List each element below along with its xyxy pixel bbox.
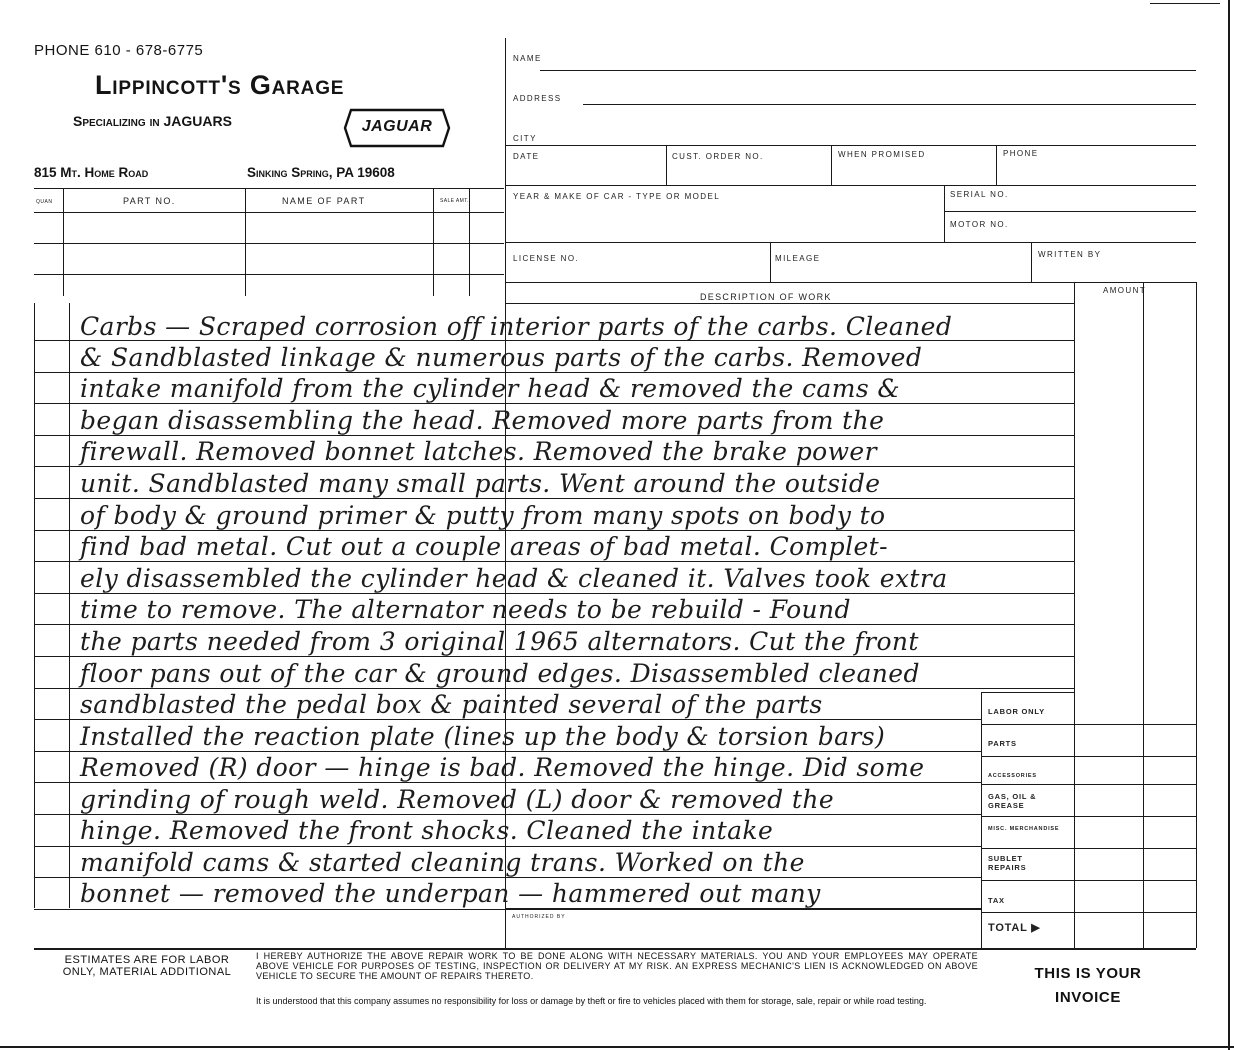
work-line: of body & ground primer & putty from many spots on body to [80, 501, 886, 530]
work-line: Removed (R) door — hinge is bad. Removed the hinge. Did some [80, 753, 925, 782]
work-line: Carbs — Scraped corrosion off interior parts of the carbs. Cleaned [80, 312, 953, 341]
when-promised-label: WHEN PROMISED [838, 150, 926, 159]
city-label: CITY [513, 134, 537, 143]
authorization-notice: I HEREBY AUTHORIZE THE ABOVE REPAIR WORK TO BE DONE ALONG WITH NECESSARY MATERIALS. YOU AND YOUR EMPLOYEES MAY OPERATE ABOVE VEHICLE FOR PURPOSES OF TESTING, INSPECTION OR DELIVERY AT MY RISK. AN EXPRESS MECHANIC'S LIEN IS ACKNOWLEDGED ON ABOVE VEHICLE TO SECURE THE AMOUNT OF REPAIRS THERETO. [256, 951, 978, 981]
top-edge-fragment [1150, 3, 1220, 4]
business-name: Lippincott's Garage [95, 70, 345, 100]
estimates-notice: ESTIMATES ARE FOR LABOR ONLY, MATERIAL ADDITIONAL [62, 954, 232, 978]
work-line: began disassembling the head. Removed more parts from the [80, 406, 885, 435]
misc-merchandise-label: MISC. MERCHANDISE [988, 826, 1060, 832]
address-label: ADDRESS [513, 94, 562, 103]
work-margin-line [69, 303, 70, 908]
address-city: Sinking Spring, PA 19608 [247, 165, 395, 180]
parts-label: PARTS [988, 739, 1017, 748]
work-line: the parts needed from 3 original 1965 alternators. Cut the front [80, 627, 919, 656]
phone-label: PHONE [1003, 149, 1039, 158]
col-quantity: QUAN [36, 199, 53, 205]
serial-number-label: SERIAL NO. [950, 190, 1009, 199]
phone-number: PHONE 610 - 678-6775 [34, 42, 204, 59]
address-street: 815 Mt. Home Road [34, 165, 149, 180]
col-part-name: NAME OF PART [282, 196, 366, 206]
name-label: NAME [513, 54, 542, 63]
col-sale-amount: SALE AMT. [440, 198, 469, 204]
work-left-border [34, 303, 35, 908]
accessories-label: ACCESSORIES [988, 773, 1037, 779]
work-line: hinge. Removed the front shocks. Cleaned the intake [80, 816, 774, 845]
year-make-label: YEAR & MAKE OF CAR - TYPE OR MODEL [513, 192, 721, 201]
work-line: intake manifold from the cylinder head & removed the cams & [80, 374, 901, 403]
license-number-label: LICENSE NO. [513, 254, 580, 263]
work-line: unit. Sandblasted many small parts. Went around the outside [80, 469, 881, 498]
page-edge-bottom [0, 1046, 1234, 1048]
authorized-by-label: AUTHORIZED BY [512, 914, 566, 920]
liability-notice: It is understood that this company assumes no responsibility for loss or damage by theft or fire to vehicles placed with them for storage, sale, repair or while road testing. [256, 996, 927, 1006]
work-line: find bad metal. Cut out a couple areas of bad metal. Complet- [80, 532, 888, 561]
work-line: sandblasted the pedal box & painted several of the parts [80, 690, 823, 719]
invoice-notice: THIS IS YOUR INVOICE [1034, 965, 1142, 1006]
col-part-number: PART NO. [123, 196, 176, 206]
work-line: grinding of rough weld. Removed (L) door & removed the [80, 785, 835, 814]
written-by-label: WRITTEN BY [1038, 250, 1102, 259]
work-line: ely disassembled the cylinder head & cleaned it. Valves took extra [80, 564, 948, 593]
customer-order-label: CUST. ORDER NO. [672, 152, 764, 161]
labor-only-label: LABOR ONLY [988, 707, 1045, 716]
amount-divider-right [1196, 282, 1197, 948]
work-line: & Sandblasted linkage & numerous parts of the carbs. Removed [80, 343, 923, 372]
tax-label: TAX [988, 896, 1005, 905]
jaguar-logo [343, 108, 451, 148]
description-header: DESCRIPTION OF WORK [700, 292, 832, 302]
jaguar-logo-text: JAGUAR [361, 118, 433, 135]
amount-header: AMOUNT [1103, 286, 1147, 295]
work-line: bonnet — removed the underpan — hammered out many [80, 879, 821, 908]
total-label: TOTAL ▶ [988, 922, 1041, 934]
work-line: Installed the reaction plate (lines up the body & torsion bars) [80, 722, 886, 751]
sublet-repairs-label: SUBLET REPAIRS [988, 854, 1027, 872]
business-specialty: Specializing in JAGUARS [73, 113, 232, 129]
gas-oil-grease-label: GAS, OIL & GREASE [988, 792, 1037, 810]
page-edge-right [1228, 0, 1230, 1050]
date-label: DATE [513, 152, 540, 161]
work-line: manifold cams & started cleaning trans. Worked on the [80, 848, 805, 877]
mileage-label: MILEAGE [775, 254, 821, 263]
work-line: floor pans out of the car & ground edges. Disassembled cleaned [80, 659, 920, 688]
work-line: firewall. Removed bonnet latches. Removed the brake power [80, 437, 877, 466]
motor-number-label: MOTOR NO. [950, 220, 1009, 229]
work-line: time to remove. The alternator needs to be rebuild - Found [80, 595, 851, 624]
